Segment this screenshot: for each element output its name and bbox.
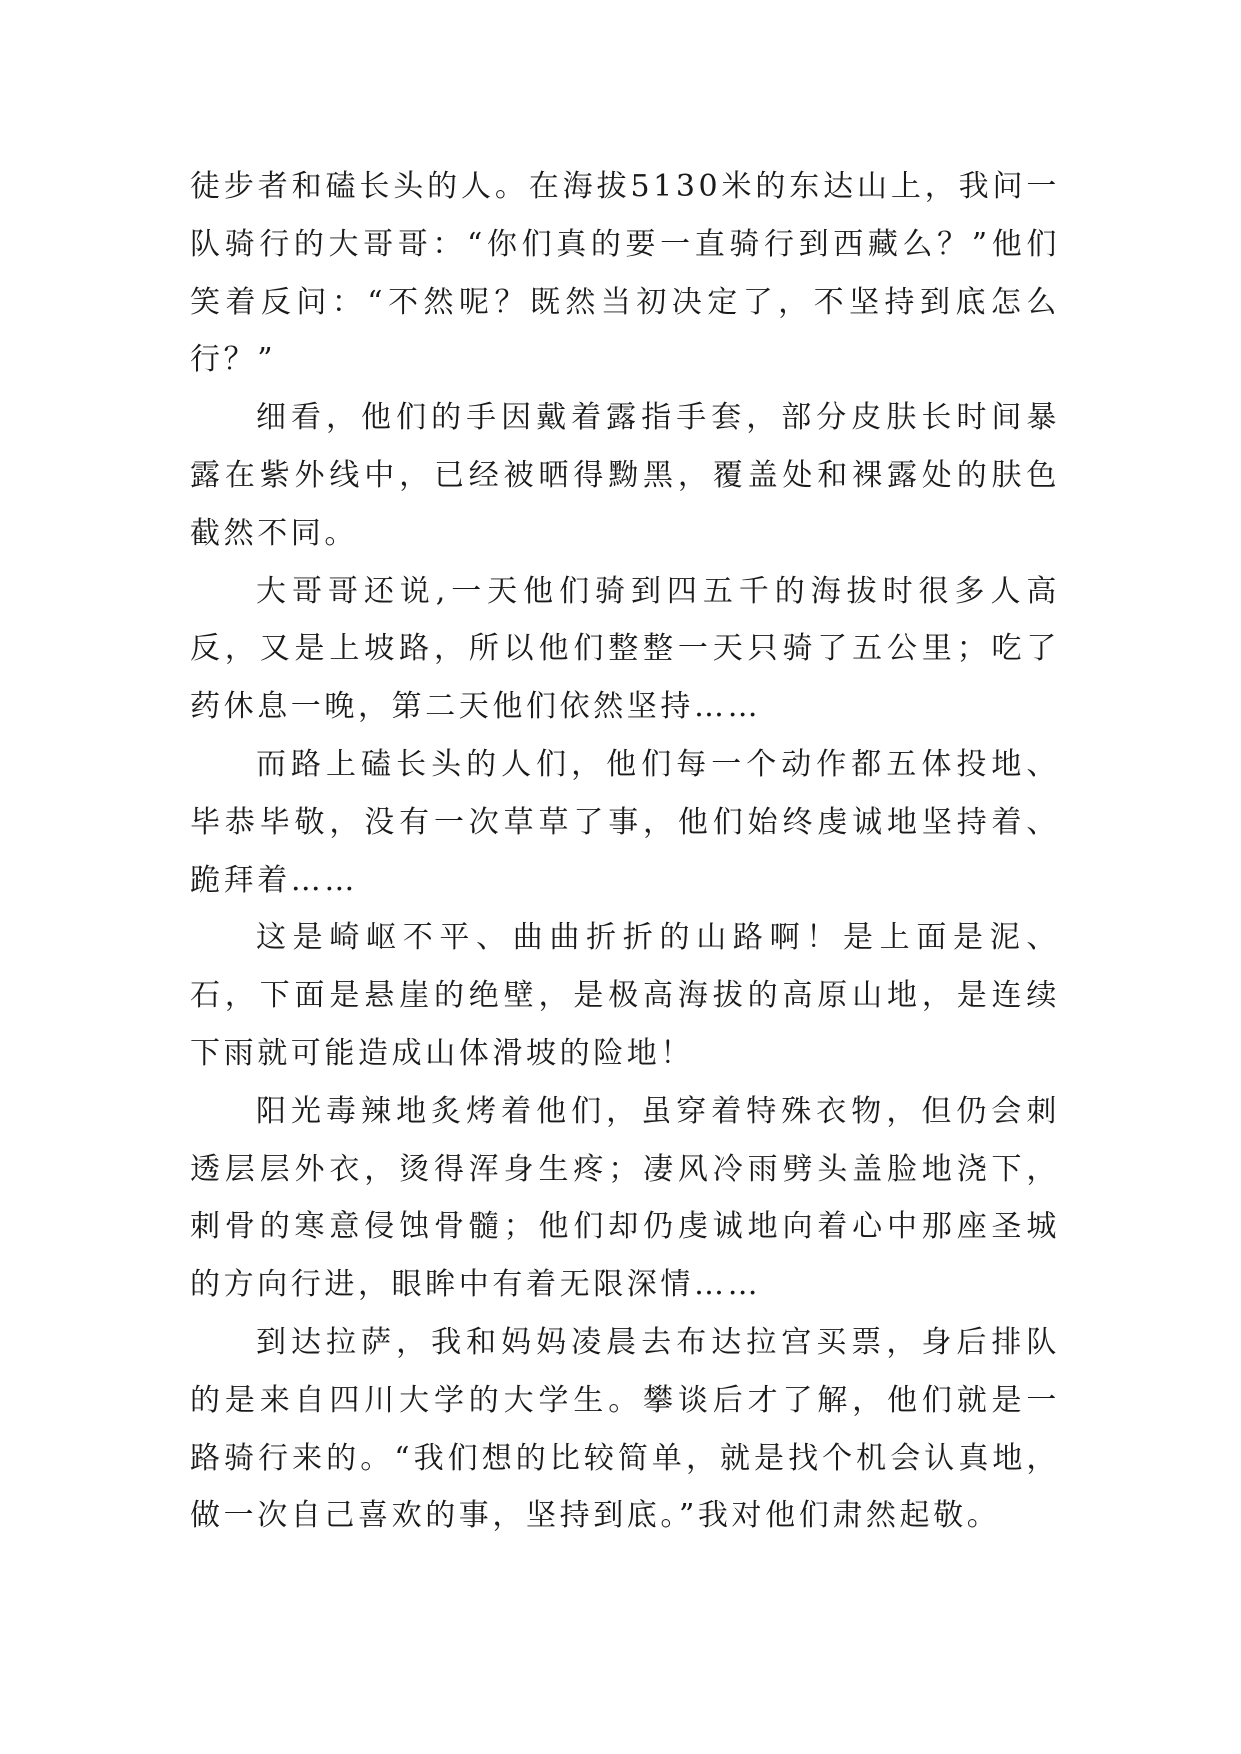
paragraph-5: 这是崎岖不平、曲曲折折的山路啊！是上面是泥、石，下面是悬崖的绝壁，是极高海拔的高原山地，是连续下雨就可能造成山体滑坡的险地！ bbox=[190, 920, 1060, 1071]
paragraph-1: 徒步者和磕长头的人。在海拔5130米的东达山上，我问一队骑行的大哥哥：“你们真的要一直骑行到西藏么？”他们笑着反问：“不然呢？既然当初决定了，不坚持到底怎么行？” bbox=[190, 169, 1060, 378]
paragraph-3: 大哥哥还说,一天他们骑到四五千的海拔时很多人高反，又是上坡路，所以他们整整一天只骑了五公里；吃了药休息一晚，第二天他们依然坚持…… bbox=[190, 573, 1060, 725]
document-body bbox=[190, 158, 1060, 1545]
paragraph-2: 细看，他们的手因戴着露指手套，部分皮肤长时间暴露在紫外线中，已经被晒得黝黑，覆盖处和裸露处的肤色截然不同。 bbox=[190, 400, 1060, 551]
paragraph-7: 到达拉萨，我和妈妈凌晨去布达拉宫买票，身后排队的是来自四川大学的大学生。攀谈后才了解，他们就是一路骑行来的。“我们想的比较简单，就是找个机会认真地，做一次自己喜欢的事，坚持到底。”我对他们肃然起敬。 bbox=[190, 1324, 1060, 1534]
paragraph-4: 而路上磕长头的人们，他们每一个动作都五体投地、毕恭毕敬，没有一次草草了事，他们始终虔诚地坚持着、跪拜着…… bbox=[190, 746, 1060, 898]
paragraph-6: 阳光毒辣地炙烤着他们，虽穿着特殊衣物，但仍会刺透层层外衣，烫得浑身生疼；凄风冷雨劈头盖脸地浇下，刺骨的寒意侵蚀骨髓；他们却仍虔诚地向着心中那座圣城的方向行进，眼眸中有着无限深情…… bbox=[190, 1093, 1060, 1303]
